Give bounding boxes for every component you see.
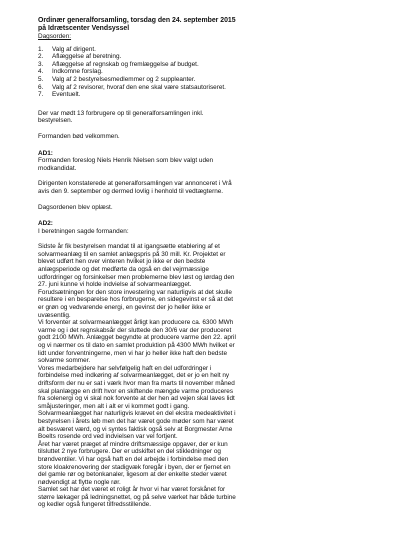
report-line: Året har været præget af mindre driftsmæssige opgaver, der er kun [38,440,228,448]
report-line: fra solenergi og vi skal nok forvente at der hen ad vejen skal laves lidt [38,395,235,403]
agenda-list [38,46,366,99]
agenda-heading: Dagsorden: [38,33,72,40]
report-line: forbindelse med indkøring af solvarmeanlægget, det er jo en helt ny [38,372,230,380]
report-line: solvarme sommer. [38,357,91,365]
report-line: bestyrelsen i årets løb men det har været gode møder som har været [38,417,234,425]
report-line: Vores medarbejdere har selvfølgelig haft en del udfordringer i [38,364,212,372]
document-title-line-2: på Idrætscenter Vendsyssel [38,25,130,32]
report-line: godt 2100 MWh. Anlægget begyndte at producere varme den 22. april [38,334,236,342]
ad1-line-5: Dagsordenen blev oplæst. [38,203,113,211]
report-line: skal planlægge en drift hvor en skiftende mængde varme produceres [38,387,234,395]
report-line: store kloakrenovering der stadigvæk foregår i byen, der er fjernet en [38,463,231,471]
attendance-paragraph [38,110,366,125]
agenda-item-number: 1. [38,45,44,53]
ad1-dirigent-paragraph [38,180,366,195]
ad2-heading: AD2: [38,220,53,228]
agenda-item-number: 2. [38,53,44,61]
ad1-line-4: avis den 9. september og dermed lovlig i henhold til vedtægterne. [38,187,224,195]
ad1-line-1: Formanden foreslog Niels Henrik Nielsen som blev valgt uden [38,157,214,165]
report-line: Sidste år fik bestyrelsen mandat til at igangsætte etablering af et [38,243,220,251]
document-title-line-1: Ordinær generalforsamling, torsdag den 24. september 2015 [38,17,236,24]
report-line: alt besværet værd, og vi syntes faktisk også selv at Borgmester Arne [38,425,233,433]
report-line: småjusteringer, men alt i alt er vi kommet godt i gang. [38,402,190,410]
agenda-item-text: Indkomne forslag. [52,68,103,76]
report-line: er grøn og vedvarende energi, en gevinst der jo heller ikke er [38,304,211,312]
agenda-item-text: Aflæggelse af beretning. [52,53,122,61]
agenda-item [38,46,366,54]
report-line: og vi nærmer os til dato en samlet produktion på 4300 MWh hvilket er [38,342,235,349]
report-line: solvarmeanlæg til en samlet anlægspris på 30 mill. Kr. Projektet er [38,250,226,258]
report-text [38,243,366,509]
agenda-item-text: Eventuelt. [52,91,81,99]
welcome-text: Formanden bød velkommen. [38,132,120,140]
ad2-intro: I beretningen sagde formanden: [38,227,129,235]
report-line: Boelts rosende ord ved indvielsen var vel fortjent. [38,433,178,441]
report-line: Forudsætningen for den store investering var naturligvis at det skulle [38,288,232,296]
agenda-item-number: 6. [38,83,44,91]
agenda-item-number: 3. [38,60,44,68]
report-line: og kedler også fungeret tilfredsstillende. [38,501,151,509]
report-line: Vi forventer at solvarmeanlægget årligt kan producere ca. 6300 MWh [38,319,234,327]
agenda-item-text: Valg af 2 revisorer, hvoraf den ene skal være statsautoriseret. [52,83,226,91]
ad1-heading: AD1: [38,149,53,157]
report-line: del gamle rør og betonkanaler, ligesom at der enkelte steder været [38,471,227,479]
report-line: anlægsperiode og det medførte da også en del vejrmæssige [38,266,209,274]
agenda-item-number: 4. [38,68,44,76]
agenda-item-text: Valg af 2 bestyrelsesmedlemmer og 2 suppleanter. [52,75,196,83]
ad1-line-3: Dirigenten konstaterede at generalforsamlingen var annonceret i Vrå [38,180,232,188]
agenda-item-number: 5. [38,75,44,83]
agenda-item-number: 7. [38,91,44,99]
report-line: resultere i en besparelse hos forbrugerne, en sidegevinst er så at det [38,296,234,304]
report-line: større lækager på ledningsnettet, og på selve værket har både turbine [38,493,236,501]
report-line: brøndventiler. Vi har også haft en del arbejde i forbindelse med den [38,455,229,463]
report-line: blevet udført hen over vinteren hvilket jo ikke er den bedste [38,258,206,266]
report-line: lidt under forventningerne, men vi har jo heller ikke haft den bedste [38,349,227,357]
agenda-item [38,53,366,61]
report-line: driftsform der nu er sat i værk hvor man fra marts til november måned [38,379,235,387]
agenda-item [38,91,366,99]
ad1-line-2: modkandidat. [38,164,77,172]
report-line: udfordringer og forsinkelser men problemerne blev løst og lørdag den [38,273,235,281]
agenda-item [38,61,366,69]
agenda-item-text: Valg af dirigent. [52,45,96,53]
report-line: tilsluttet 2 nye forbrugere. Der er udskiftet en del stikledninger og [38,448,221,456]
report-line: 27. juni kunne vi holde indvielse af solvarmeanlægget. [38,281,192,289]
attendance-line-1: Der var mødt 13 forbrugere op til generalforsamlingen inkl. [38,109,204,117]
report-line: uvæsentlig. [38,311,71,319]
agenda-item [38,76,366,84]
report-line: Samlet set har det været et roligt år hvor vi har været forskånet for [38,486,226,494]
report-line: Solvarmeanlægget har naturligvis krævet en del ekstra medeaktivitet i [38,410,236,418]
report-line: nødvendigt at flytte nogle rør. [38,478,121,486]
agenda-item [38,68,366,76]
agenda-item-text: Aflæggelse af regnskab og fremlæggelse af budget. [52,60,199,68]
report-line: varme og i det regnskabsår der sluttede den 30/6 var der produceret [38,326,232,334]
attendance-line-2: bestyrelsen. [38,117,73,125]
agenda-item [38,84,366,92]
